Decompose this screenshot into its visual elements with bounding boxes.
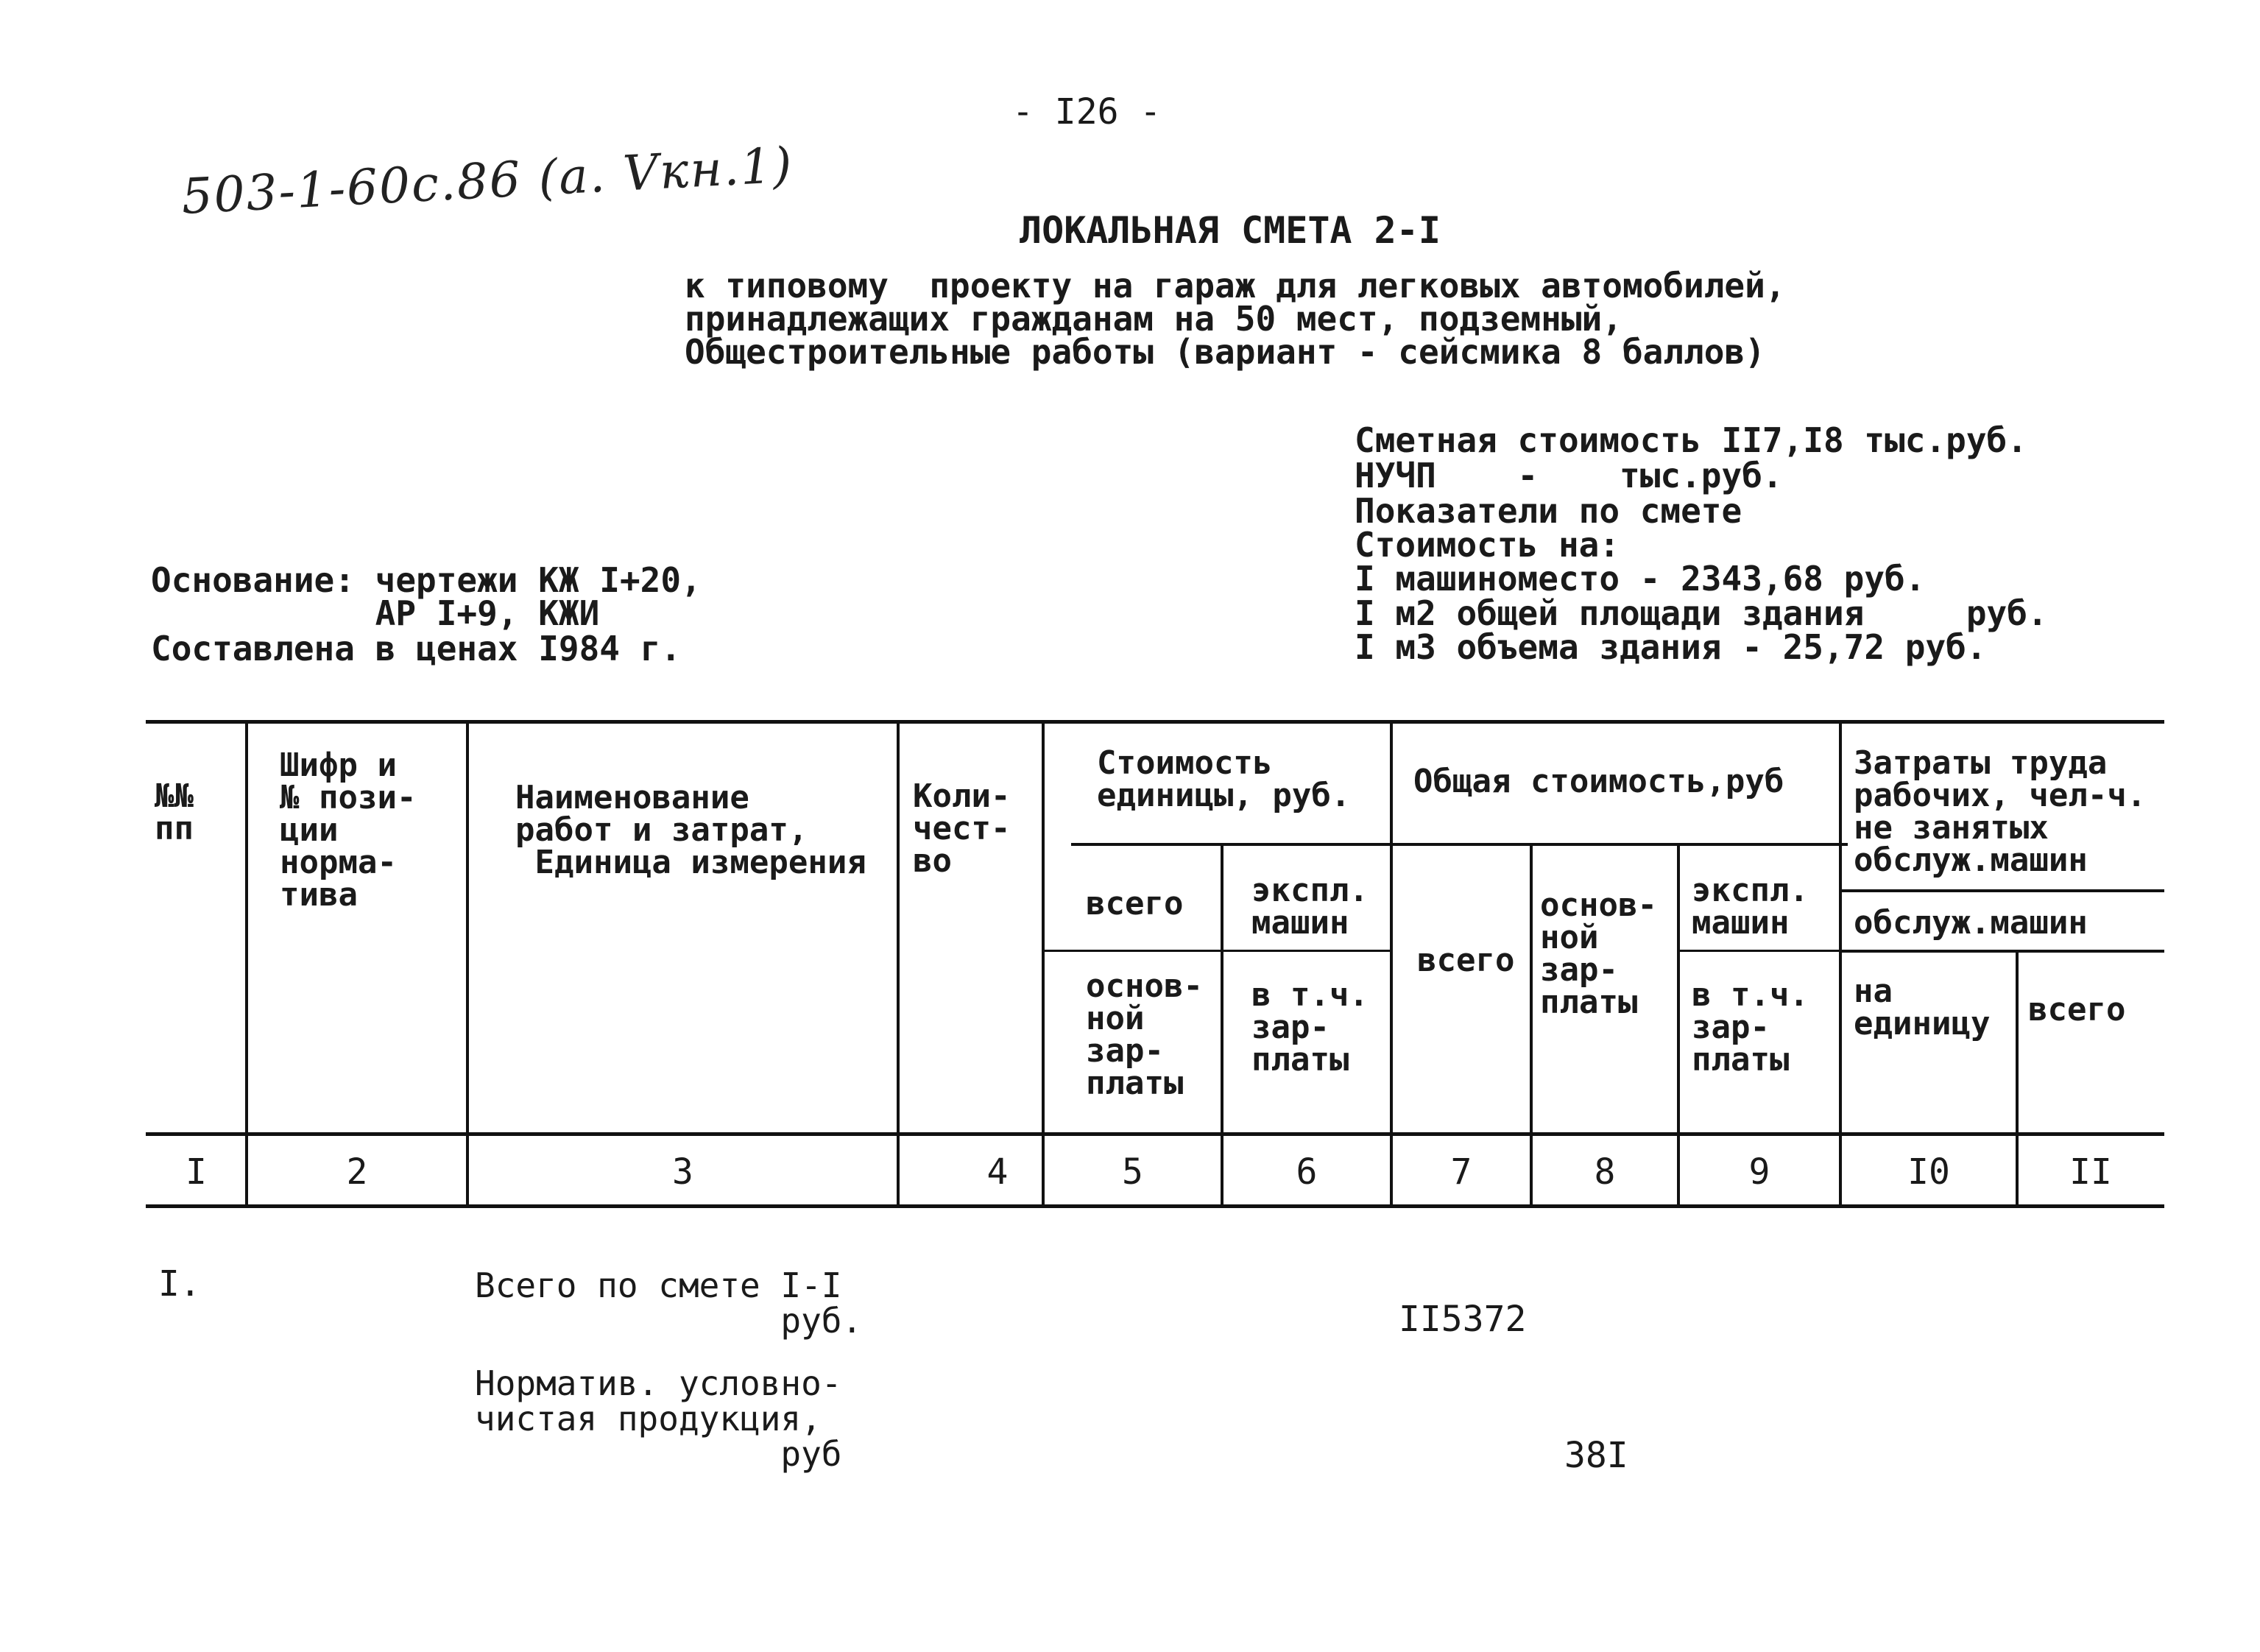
page-number: - I26 -: [1012, 91, 1162, 133]
header-total-machine: экспл. машин: [1692, 872, 1809, 942]
col-divider-6: [1390, 721, 1393, 1206]
header-unit-wage: основ- ной зар- платы: [1086, 967, 1203, 1102]
cost-per-parking: I машиноместо - 2343,68 руб.: [1355, 559, 1926, 599]
column-number: 9: [1748, 1151, 1770, 1193]
header-norm-code: Шифр и № пози- ции норма- тива: [280, 746, 417, 914]
col-divider-5: [1221, 845, 1223, 1206]
header-total-cost: Общая стоимость,руб: [1413, 763, 1784, 800]
indicators-label: Показатели по смете: [1355, 491, 1742, 531]
row-total-wage: 38I: [1564, 1435, 1628, 1476]
labor-divider-1: [1840, 889, 2164, 892]
subtitle-line-1: к типовому проекту на гараж для легковых автомобилей,: [685, 266, 1786, 306]
header-quantity: Коли- чест- во: [913, 777, 1011, 880]
row-total-cost: II5372: [1399, 1299, 1527, 1340]
cost-per-label: Стоимость на:: [1355, 525, 1620, 565]
table-top-border: [146, 720, 2164, 724]
header-total-machine-wage: в т.ч. зар- платы: [1692, 976, 1809, 1079]
col-divider-2: [466, 721, 469, 1206]
header-labor-per-unit: на единицу: [1854, 973, 1991, 1042]
basis-drawings-cont: АР I+9, КЖИ: [151, 593, 600, 633]
header-work-name: Наименование работ и затрат, Единица измерения: [515, 779, 866, 881]
column-number: 4: [986, 1151, 1009, 1193]
column-number: 7: [1450, 1151, 1472, 1193]
column-number: 2: [346, 1151, 368, 1193]
subtitle-line-2: принадлежащих гражданам на 50 мест, подземный,: [685, 299, 1622, 339]
header-unit-machine: экспл. машин: [1251, 872, 1369, 942]
header-unit-total: всего: [1086, 885, 1184, 922]
cost-per-m3: I м3 объема здания - 25,72 руб.: [1355, 627, 1987, 667]
handwritten-code: 503-1-60с.86 (а. Vкн.1): [180, 136, 795, 225]
header-labor-total: всего: [2028, 991, 2126, 1028]
subtitle-line-3: Общестроительные работы (вариант - сейсмика 8 баллов): [685, 332, 1765, 372]
header-unit-machine-wage: в т.ч. зар- платы: [1251, 976, 1369, 1079]
col-divider-1: [245, 721, 248, 1206]
col-divider-9: [1839, 721, 1842, 1206]
unit-cost-mid-divider: [1042, 950, 1391, 952]
row-name: Всего по смете I-I руб.: [475, 1266, 863, 1341]
header-unit-cost: Стоимость единицы, руб.: [1097, 744, 1351, 814]
row-name: Норматив. условно- чистая продукция, руб: [475, 1363, 842, 1474]
unit-cost-divider: [1071, 843, 1848, 846]
column-number: 6: [1296, 1151, 1318, 1193]
labor-divider-2: [1840, 950, 2164, 953]
header-labor-sub: обслуж.машин: [1854, 904, 2088, 942]
header-row-number: №№ пп: [155, 777, 194, 847]
basis-drawings: Основание: чертежи КЖ I+20,: [151, 560, 702, 600]
document-title: ЛОКАЛЬНАЯ СМЕТА 2-I: [1020, 209, 1441, 252]
total-machine-divider: [1678, 950, 1840, 952]
prices-year: Составлена в ценах I984 г.: [151, 629, 682, 668]
cost-per-m2: I м2 общей площади здания руб.: [1355, 593, 2048, 633]
header-total-wage: основ- ной зар- платы: [1540, 886, 1657, 1021]
nuchp-line: НУЧП - тыс.руб.: [1355, 456, 1783, 495]
column-number: 5: [1122, 1151, 1143, 1193]
numbers-bottom-border: [146, 1204, 2164, 1208]
header-total-total: всего: [1417, 942, 1515, 979]
col-divider-8: [1677, 845, 1680, 1206]
header-bottom-border: [146, 1132, 2164, 1136]
column-number: 3: [672, 1151, 693, 1193]
estimated-cost: Сметная стоимость II7,I8 тыс.руб.: [1355, 420, 2027, 460]
column-number: II: [2069, 1151, 2112, 1193]
col-divider-3: [897, 721, 900, 1206]
column-number: I: [186, 1151, 207, 1193]
column-number: I0: [1907, 1151, 1950, 1193]
col-divider-4: [1042, 721, 1045, 1206]
row-number: I.: [158, 1263, 201, 1305]
column-number: 8: [1594, 1151, 1616, 1193]
col-divider-7: [1530, 845, 1533, 1206]
header-labor: Затраты труда рабочих, чел-ч. не занятых обслуж.машин: [1854, 744, 2147, 879]
